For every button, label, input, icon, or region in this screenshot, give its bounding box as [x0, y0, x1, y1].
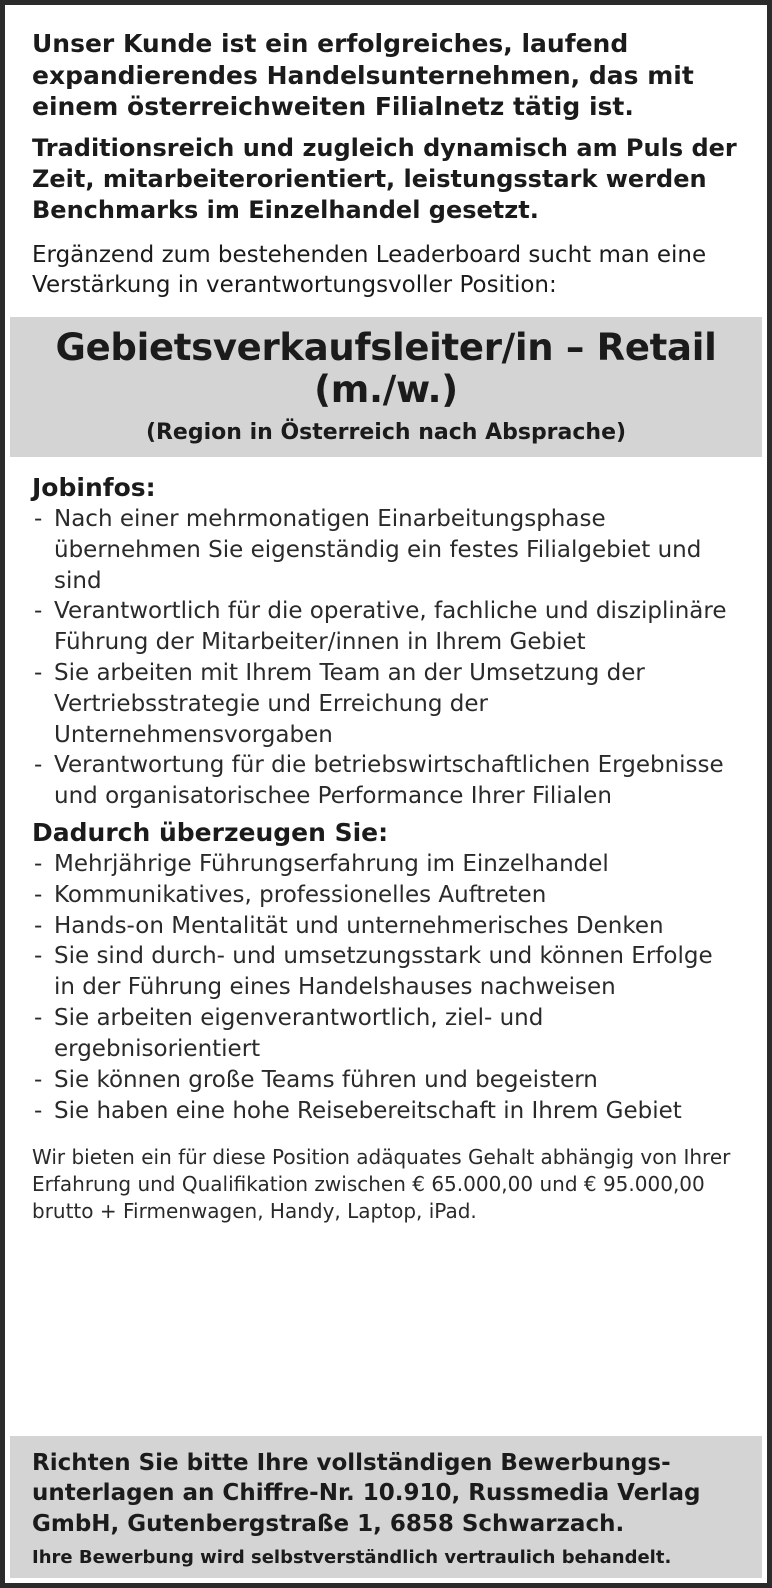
list-item: - Mehrjährige Führungserfahrung im Einzelhandel [32, 849, 740, 880]
requirements-heading: Dadurch überzeugen Sie: [32, 818, 389, 847]
list-item: - Sie können große Teams führen und begeistern [32, 1065, 740, 1096]
ad-inner [10, 10, 762, 1578]
job-region-subtitle: (Region in Österreich nach Absprache) [145, 419, 627, 445]
list-item: - Sie haben eine hohe Reisebereitschaft in Ihrem Gebiet [32, 1096, 740, 1127]
list-item: - Hands-on Mentalität und unternehmerisches Denken [32, 911, 740, 942]
intro-lead-bold-2: Traditionsreich und zugleich dynamisch am Puls der Zeit, mitarbeiterorientiert, leistungsstark werden Benchmarks im Einzelhandel gesetzt. [32, 133, 737, 224]
application-contact: Richten Sie bitte Ihre vollständigen Bewerbungs- unterlagen an Chiffre-Nr. 10.910, Russmedia Verlag GmbH, Gutenbergstraße 1, 6858 Schwarzach. [32, 1449, 701, 1537]
job-title: Gebietsverkaufsleiter/in – Retail (m./w.) [55, 325, 717, 412]
intro-section [10, 10, 762, 317]
jobinfos-list [32, 504, 740, 812]
list-item: - Verantwortlich für die operative, fachliche und disziplinäre Führung der Mitarbeiter/innen in Ihrem Gebiet [32, 596, 740, 658]
requirements-list [32, 849, 740, 1126]
jobinfos-heading: Jobinfos: [32, 472, 156, 502]
salary-note: Wir bieten ein für diese Position adäquates Gehalt abhängig von Ihrer Erfahrung und Qualifikation zwischen € 65.000,00 und € 95.000,00 brutto + Firmenwagen, Handy, Laptop, iPad. [32, 1145, 731, 1224]
intro-lead-regular: Ergänzend zum bestehenden Leaderboard sucht man eine Verstärkung in verantwortungsvoller Position: [32, 242, 707, 299]
ad-body [10, 457, 762, 1136]
job-title-band [10, 317, 762, 457]
list-item: - Verantwortung für die betriebswirtschaftlichen Ergebnisse und organisatorischee Performance Ihrer Filialen [32, 750, 740, 812]
list-item: - Kommunikatives, professionelles Auftreten [32, 880, 740, 911]
list-item: - Nach einer mehrmonatigen Einarbeitungsphase übernehmen Sie eigenständig ein festes Filialgebiet und sind [32, 504, 740, 596]
list-item: - Sie arbeiten mit Ihrem Team an der Umsetzung der Vertriebsstrategie und Erreichung der Unternehmensvorgaben [32, 658, 740, 750]
list-item: - Sie sind durch- und umsetzungsstark und können Erfolge in der Führung eines Handelshauses nachweisen [32, 941, 740, 1003]
intro-lead-bold: Unser Kunde ist ein erfolgreiches, laufend expandierendes Handelsunternehmen, das mit einem österreichweiten Filialnetz tätig ist. [32, 29, 694, 121]
footer-band [10, 1436, 762, 1578]
confidentiality-note: Ihre Bewerbung wird selbstverständlich vertraulich behandelt. [32, 1547, 672, 1568]
list-item: - Sie arbeiten eigenverantwortlich, ziel- und ergebnisorientiert [32, 1003, 740, 1065]
